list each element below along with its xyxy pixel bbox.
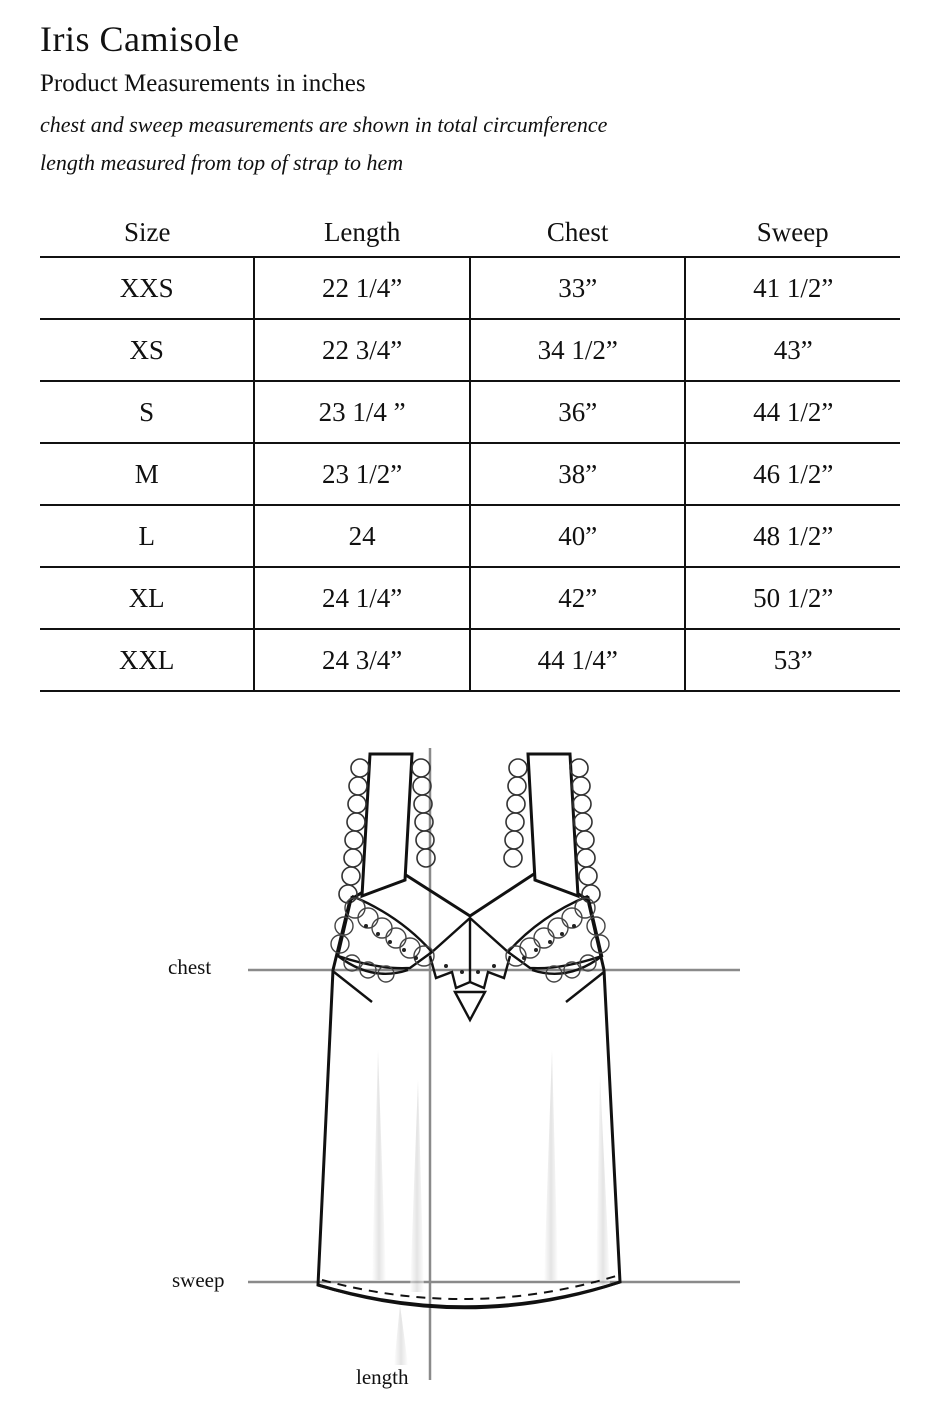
cell-chest: 40”: [470, 505, 685, 567]
cell-length: 24: [254, 505, 470, 567]
cell-length: 22 1/4”: [254, 257, 470, 319]
table-row: [40, 381, 900, 443]
page-title: Iris Camisole: [40, 19, 240, 59]
cell-chest: 34 1/2”: [470, 319, 685, 381]
cell-length: 23 1/2”: [254, 443, 470, 505]
camisole-diagram: [0, 720, 940, 1408]
table-row: [40, 505, 900, 567]
label-length: length: [356, 1365, 409, 1389]
straps: [362, 754, 578, 896]
cell-sweep: 50 1/2”: [685, 567, 900, 629]
cell-sweep: 46 1/2”: [685, 443, 900, 505]
cell-chest: 38”: [470, 443, 685, 505]
column-header-chest: Chest: [546, 216, 609, 247]
cell-chest: 44 1/4”: [470, 629, 685, 691]
table-row: [40, 443, 900, 505]
page-subtitle: Product Measurements in inches: [40, 70, 366, 97]
measurement-note-line-2: length measured from top of strap to hem: [40, 150, 404, 175]
table-row: [40, 257, 900, 319]
cell-sweep: 44 1/2”: [685, 381, 900, 443]
cell-length: 22 3/4”: [254, 319, 470, 381]
cell-length: 24 1/4”: [254, 567, 470, 629]
cell-size: XXS: [40, 257, 254, 319]
cell-sweep: 41 1/2”: [685, 257, 900, 319]
cell-sweep: 43”: [685, 319, 900, 381]
column-header-size: Size: [123, 216, 171, 247]
size-table: [40, 208, 900, 692]
column-header-sweep: Sweep: [756, 216, 829, 247]
cell-length: 24 3/4”: [254, 629, 470, 691]
label-sweep: sweep: [172, 1268, 225, 1292]
cell-size: XXL: [40, 629, 254, 691]
cell-size: S: [40, 381, 254, 443]
table-row: [40, 629, 900, 691]
cell-sweep: 48 1/2”: [685, 505, 900, 567]
cell-size: XL: [40, 567, 254, 629]
cell-chest: 42”: [470, 567, 685, 629]
cell-size: XS: [40, 319, 254, 381]
cell-length: 23 1/4 ”: [254, 381, 470, 443]
cell-chest: 36”: [470, 381, 685, 443]
cell-sweep: 53”: [685, 629, 900, 691]
cell-size: L: [40, 505, 254, 567]
label-chest: chest: [168, 955, 212, 979]
table-header-row: [40, 208, 900, 257]
table-row: [40, 319, 900, 381]
cell-chest: 33”: [470, 257, 685, 319]
cell-size: M: [40, 443, 254, 505]
column-header-length: Length: [323, 216, 401, 247]
table-row: [40, 567, 900, 629]
measurement-note-line-1: chest and sweep measurements are shown in total circumference: [40, 112, 608, 137]
